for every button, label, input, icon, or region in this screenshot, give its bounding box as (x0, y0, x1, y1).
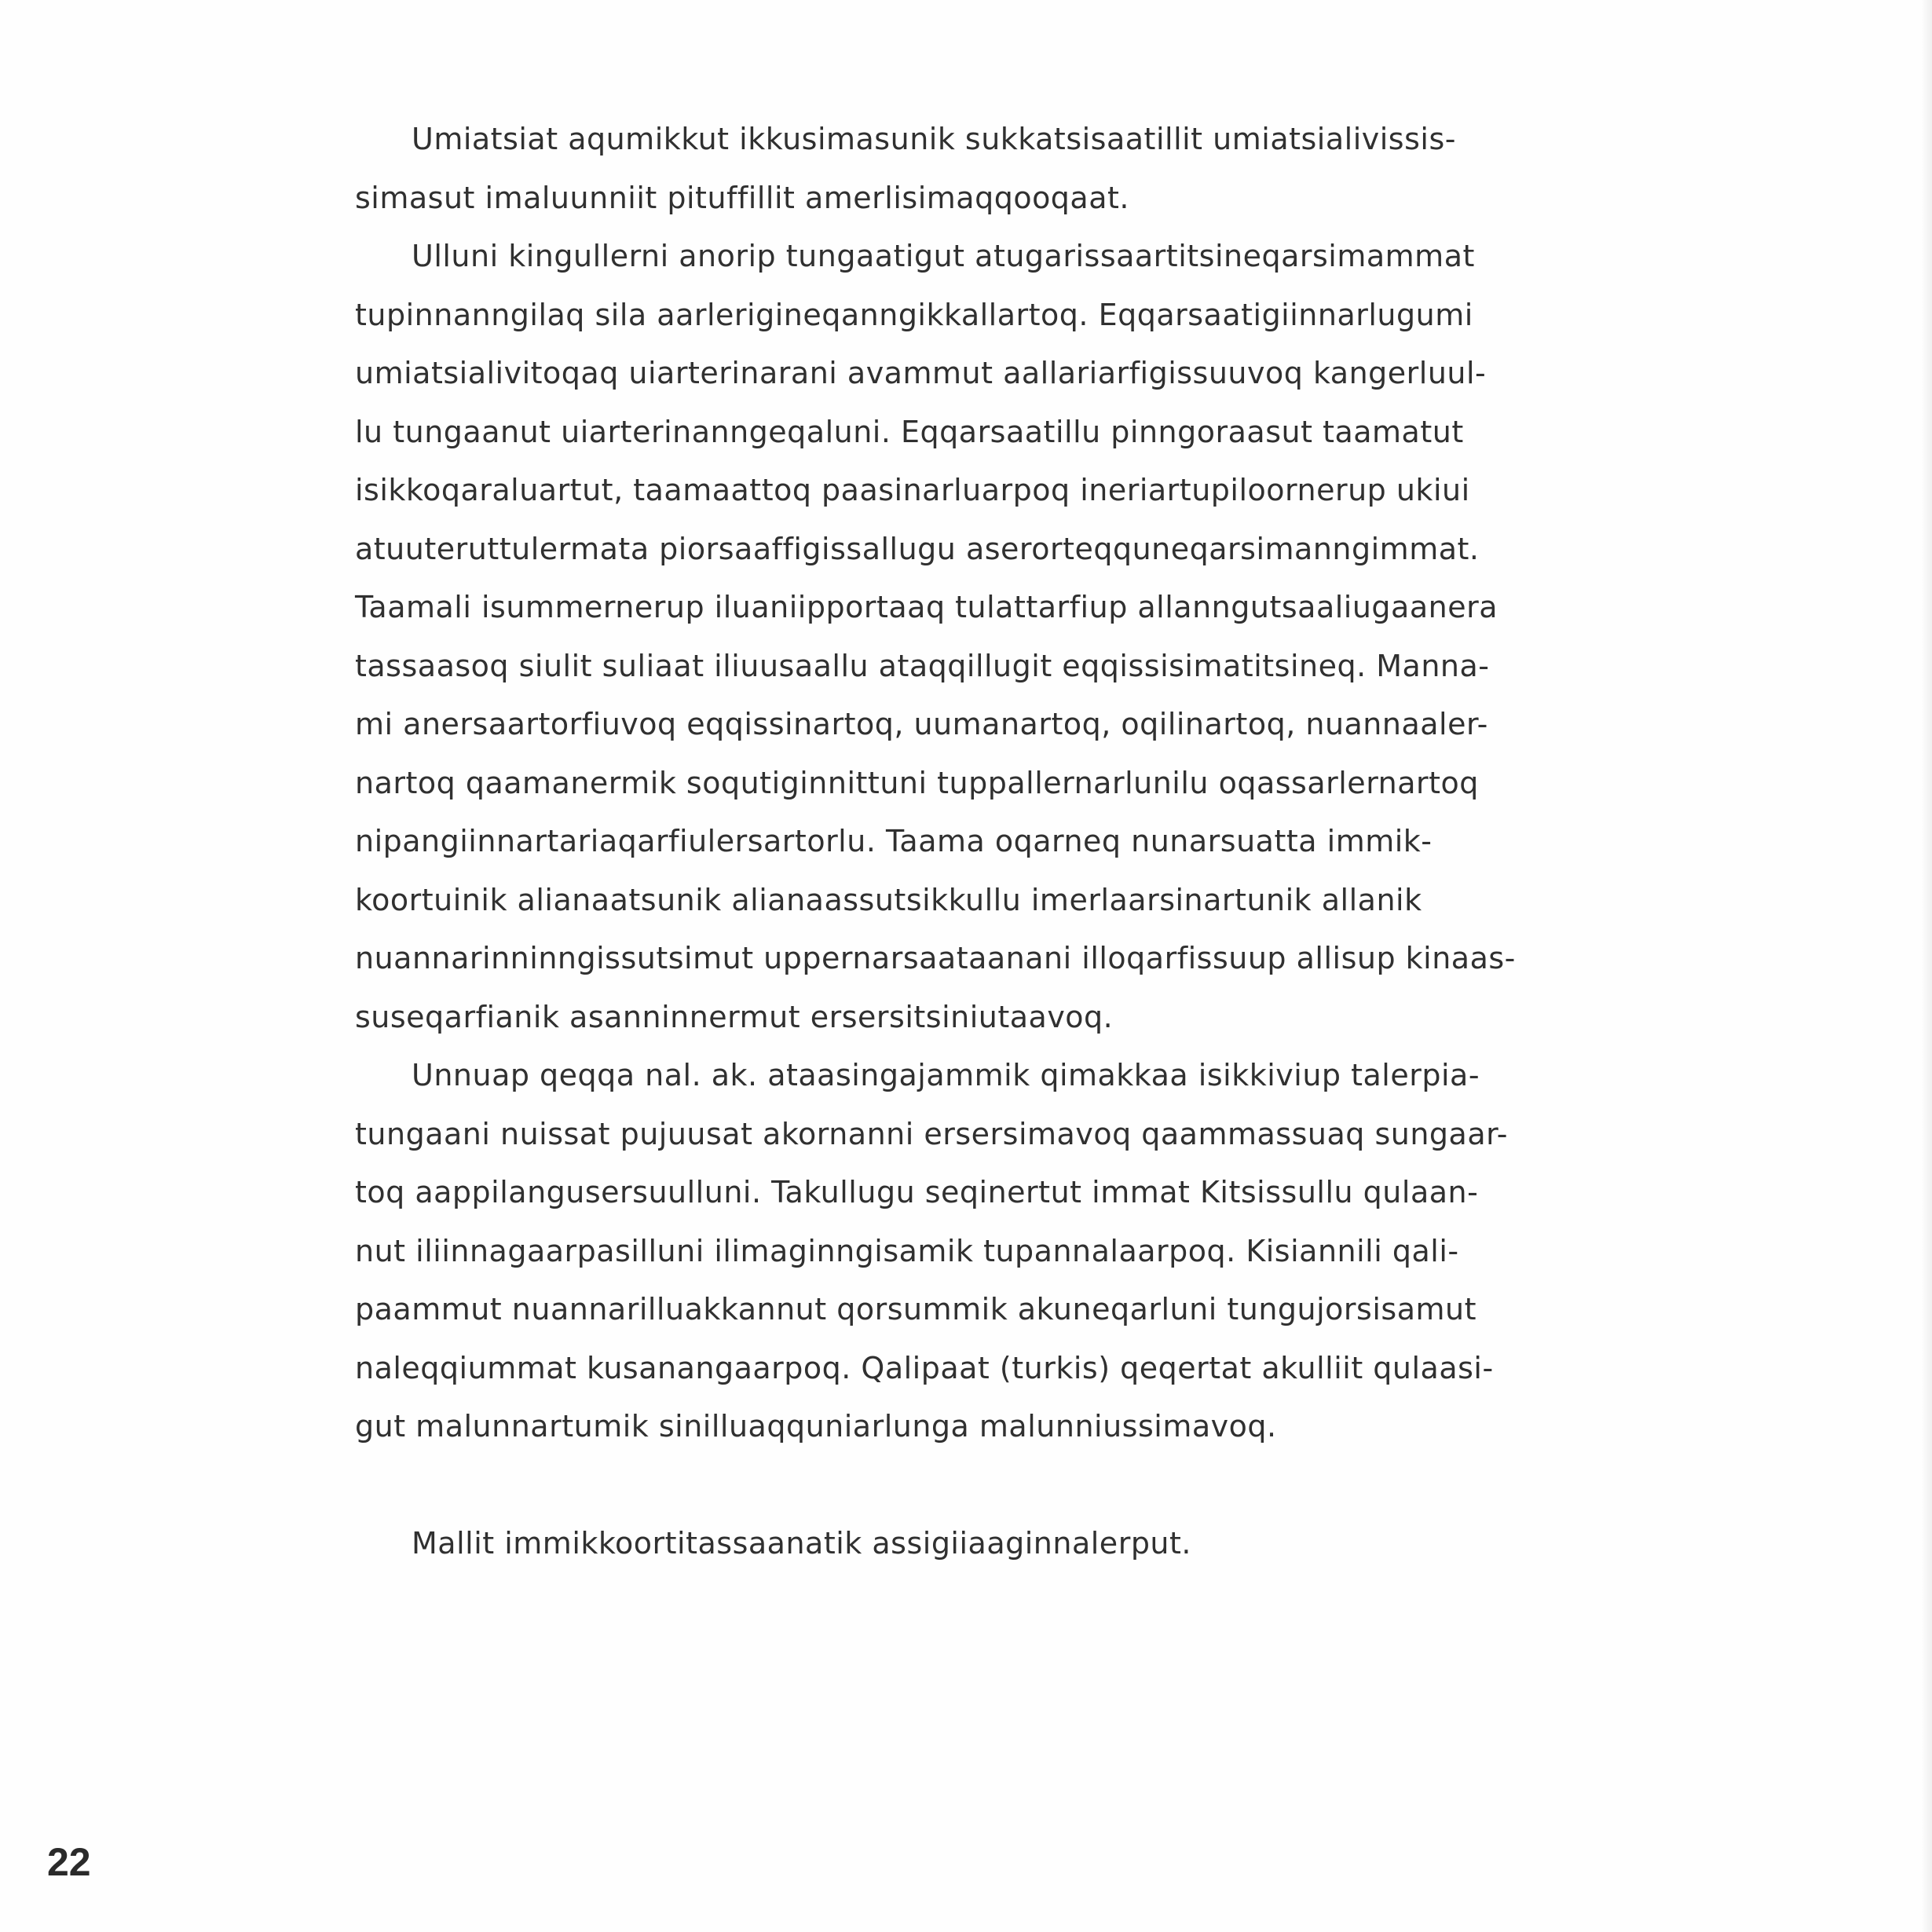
paragraph-3: Unnuap qeqqa nal. ak. ataasingajammik qimakkaa isikkiviup talerpia- tungaani nuissat pujuusat akornanni ersersimavoq qaammassuaq sungaar- toq aappilangusersuulluni. Takullugu seqinertut immat Kitsissullu qulaan- nut iliinnagaarpasilluni ilimaginngisamik tupannalaarpoq. Kisiannili qali- paammut nuannarilluakkannut qorsummik akuneqarluni tungujorsisamut naleqqiummat kusanangaarpoq. Qalipaat (turkis) qeqertat akulliit qulaasi- gut malunnartumik sinilluaqquniarlunga malunniussimavoq. (355, 1058, 1509, 1444)
body-text (355, 110, 1630, 1572)
page-number: 22 (47, 1840, 91, 1884)
page-edge-shadow (1921, 0, 1932, 1932)
closing-line: Mallit immikkoortitassaanatik assigiiaaginnalerput. (412, 1525, 1191, 1561)
paragraph-1: Umiatsiat aqumikkut ikkusimasunik sukkatsisaatillit umiatsialivissis- simasut imaluunniit pituffillit amerlisimaqqooqaat. (355, 122, 1456, 215)
paragraph-2: Ulluni kingullerni anorip tungaatigut atugarissaartitsineqarsimammat tupinnanngilaq sila aarlerigineqanngikkallartoq. Eqqarsaatigiinnarlugumi umiatsialivitoqaq uiarterinarani avammut aallariarfigissuuvoq kangerluul- lu tungaanut uiarterinanngeqaluni. Eqqarsaatillu pinngoraasut taamatut isikkoqaraluartut, taamaattoq paasinarluarpoq ineriartupiloornerup ukiui atuuteruttulermata piorsaaffigissallugu aserorteqquneqarsimanngimmat. Taamali isummernerup iluaniipportaaq tulattarfiup allanngutsaaliugaanera tassaasoq siulit suliaat iliuusaallu ataqqillugit eqqissisimatitsineq. Manna- mi anersaartorfiuvoq eqqissinartoq, uumanartoq, oqilinartoq, nuannaaler- nartoq qaamanermik soqutiginnittuni tuppallernarlunilu oqassarlernartoq nipangiinnartariaqarfiulersartorlu. Taama oqarneq nunarsuatta immik- koortuinik alianaatsunik alianaassutsikkullu imerlaarsinartunik allanik nuannarinninngissutsimut uppernarsaataanani illoqarfissuup allisup kinaas- suseqarfianik asanninnermut ersersitsiniutaavoq. (355, 239, 1516, 1034)
